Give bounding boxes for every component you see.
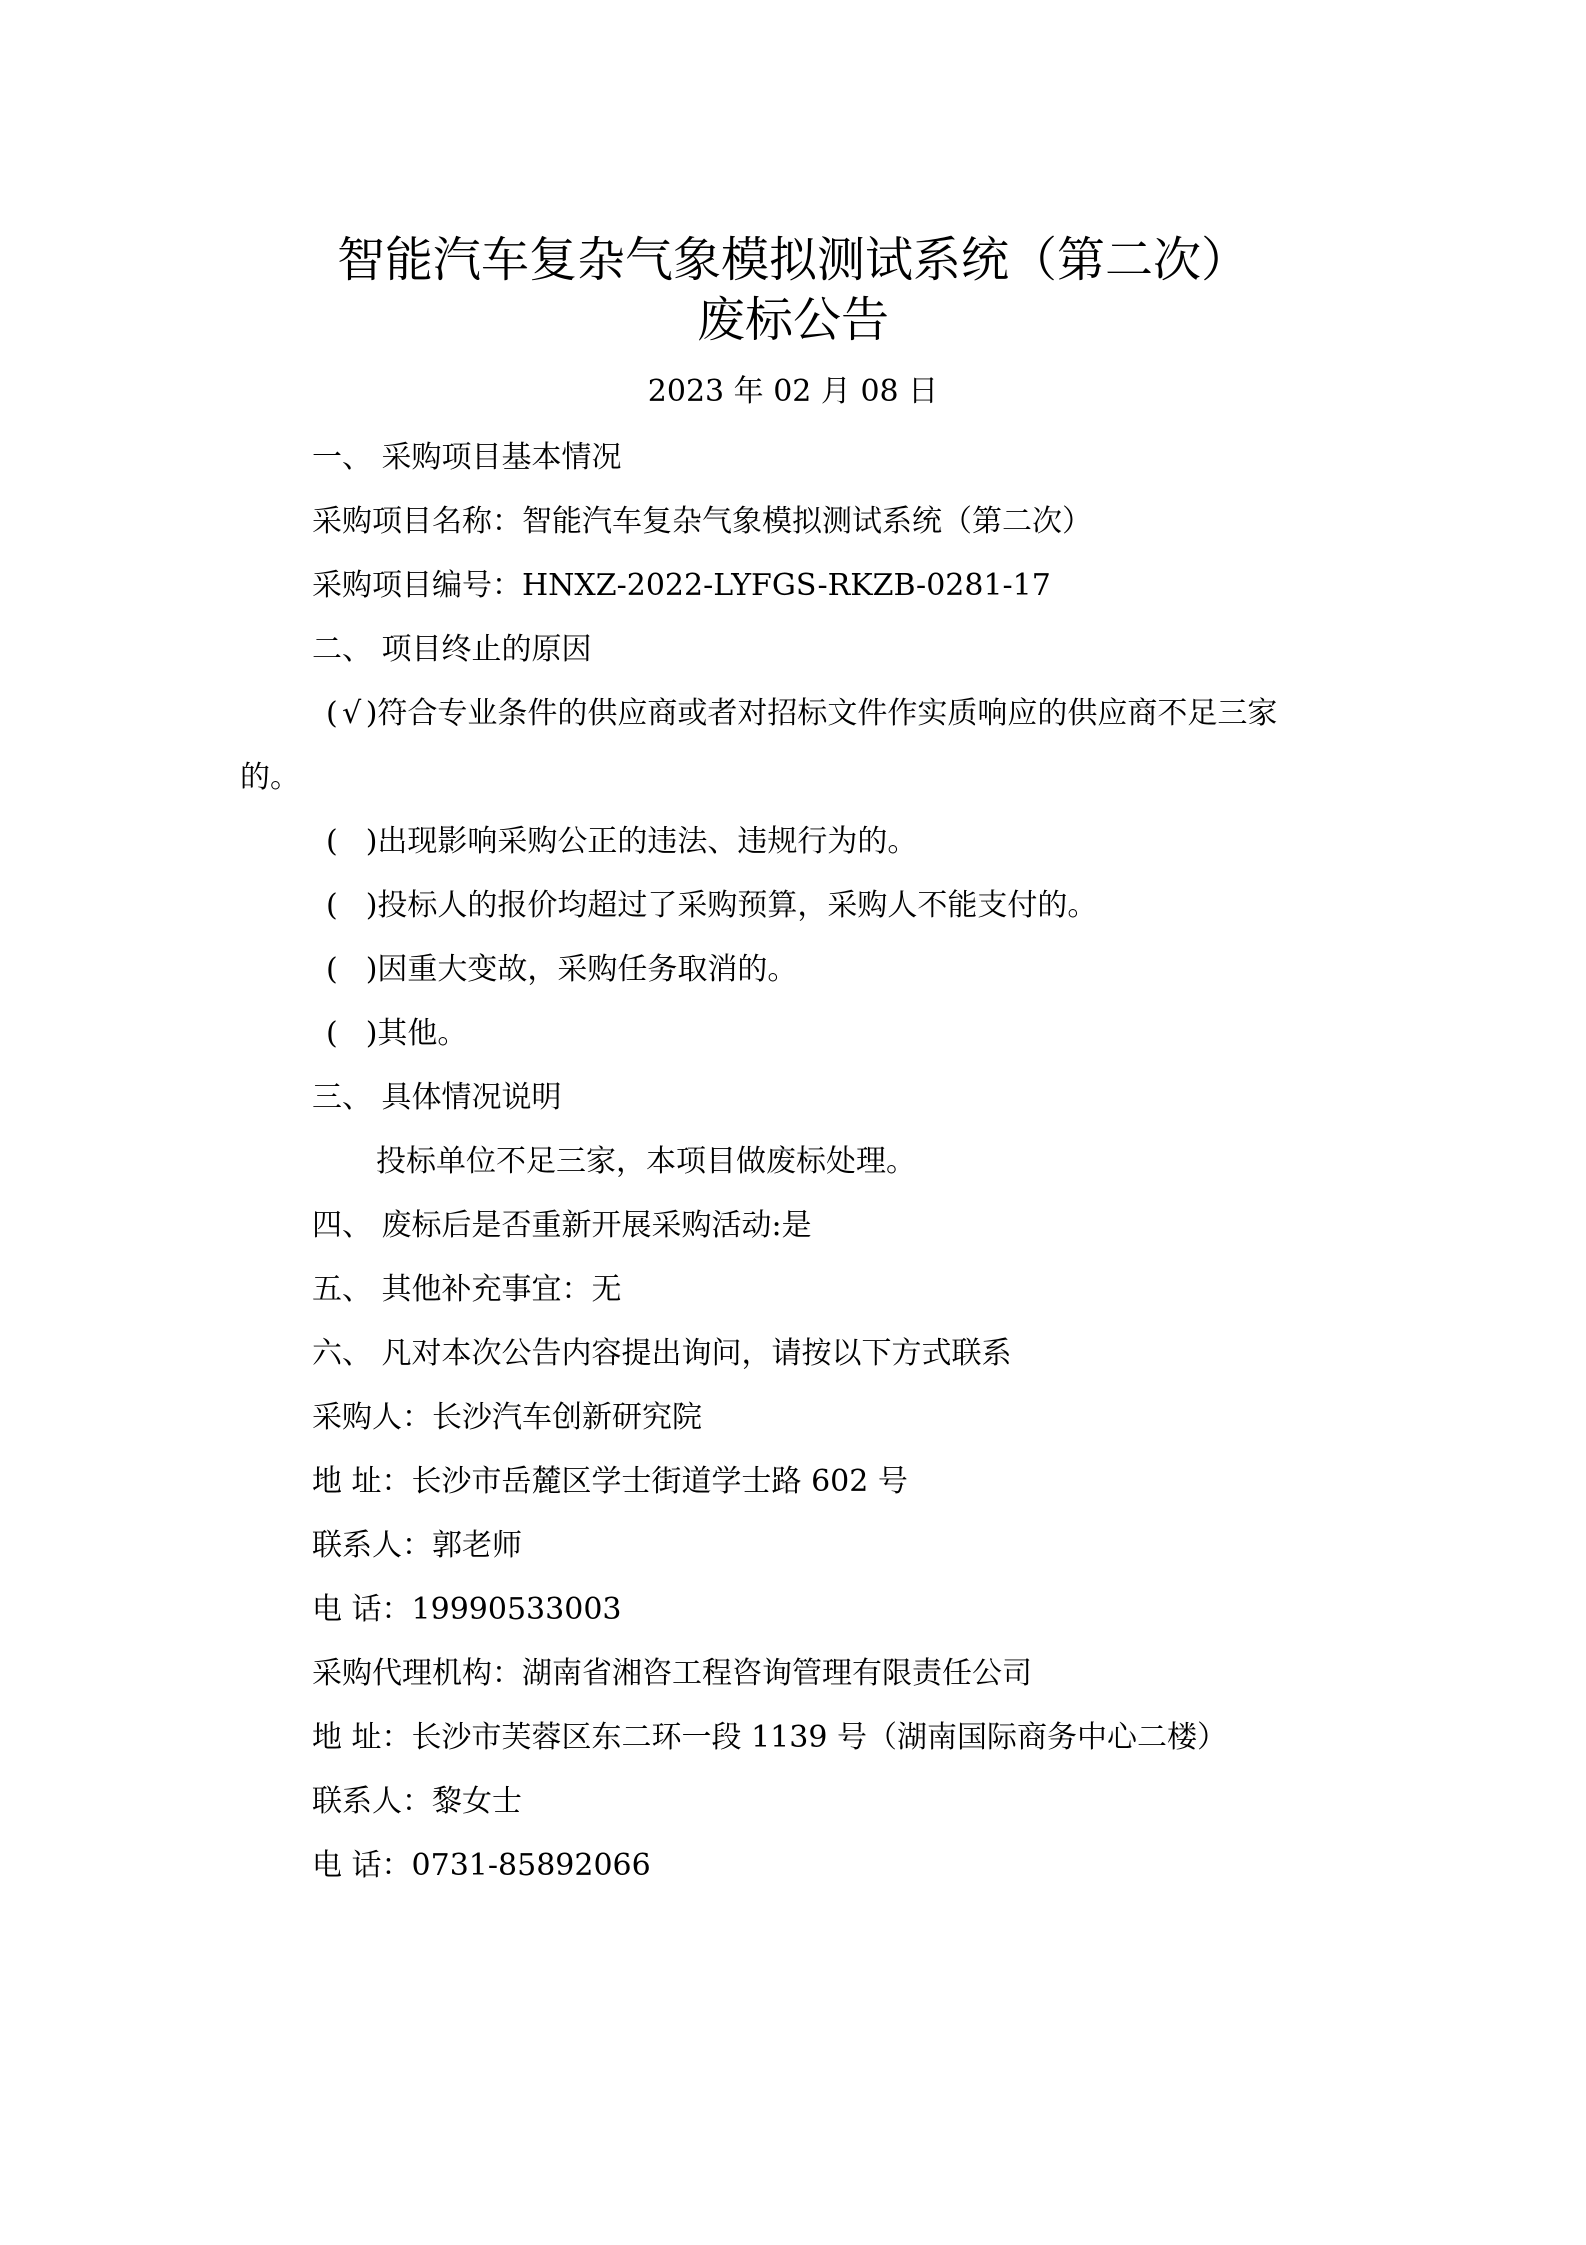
- section-3-body: 投标单位不足三家，本项目做废标处理。: [376, 1144, 916, 1179]
- agency-phone: 电 话：0731-85892066: [312, 1848, 651, 1883]
- title-line-2: 废标公告: [696, 292, 889, 348]
- procurement-agency: 采购代理机构：湖南省湘咨工程咨询管理有限责任公司: [312, 1656, 1032, 1691]
- section-1-heading: 一、 采购项目基本情况: [312, 440, 622, 475]
- project-name: 采购项目名称：智能汽车复杂气象模拟测试系统（第二次）: [312, 504, 1092, 539]
- reason-item-1-continued: 的。: [240, 760, 300, 795]
- agency-contact: 联系人：黎女士: [312, 1784, 522, 1819]
- reason-item-5: ( )其他。: [326, 1016, 468, 1051]
- purchaser: 采购人：长沙汽车创新研究院: [312, 1400, 702, 1435]
- section-3-heading: 三、 具体情况说明: [312, 1080, 562, 1115]
- purchaser-contact: 联系人：郭老师: [312, 1528, 522, 1563]
- reason-item-1: ( √ )符合专业条件的供应商或者对招标文件作实质响应的供应商不足三家: [326, 694, 1277, 734]
- checkbox-mark: √: [342, 696, 362, 731]
- title-line-1: 智能汽车复杂气象模拟测试系统（第二次）: [336, 232, 1249, 288]
- reason-text: )因重大变故，采购任务取消的。: [365, 952, 798, 987]
- announcement-date: 2023 年 02 月 08 日: [647, 374, 939, 409]
- reason-item-4: ( )因重大变故，采购任务取消的。: [326, 952, 798, 987]
- purchaser-phone: 电 话：19990533003: [312, 1592, 622, 1627]
- reason-text: )出现影响采购公正的违法、违规行为的。: [365, 824, 918, 859]
- section-2-heading: 二、 项目终止的原因: [312, 632, 592, 667]
- section-6-heading: 六、 凡对本次公告内容提出询问，请按以下方式联系: [312, 1336, 1012, 1371]
- reason-text: )投标人的报价均超过了采购预算，采购人不能支付的。: [365, 888, 1098, 923]
- reason-item-3: ( )投标人的报价均超过了采购预算，采购人不能支付的。: [326, 888, 1098, 923]
- section-4-heading: 四、 废标后是否重新开展采购活动:是: [312, 1208, 812, 1243]
- reason-item-2: ( )出现影响采购公正的违法、违规行为的。: [326, 824, 918, 859]
- reason-text: )其他。: [365, 1016, 468, 1051]
- project-number: 采购项目编号：HNXZ-2022-LYFGS-RKZB-0281-17: [312, 568, 1051, 603]
- agency-address: 地 址：长沙市芙蓉区东二环一段 1139 号（湖南国际商务中心二楼）: [312, 1720, 1227, 1755]
- purchaser-address: 地 址：长沙市岳麓区学士街道学士路 602 号: [312, 1464, 908, 1499]
- section-5-heading: 五、 其他补充事宜：无: [312, 1272, 622, 1307]
- reason-text: )符合专业条件的供应商或者对招标文件作实质响应的供应商不足三家: [365, 696, 1278, 731]
